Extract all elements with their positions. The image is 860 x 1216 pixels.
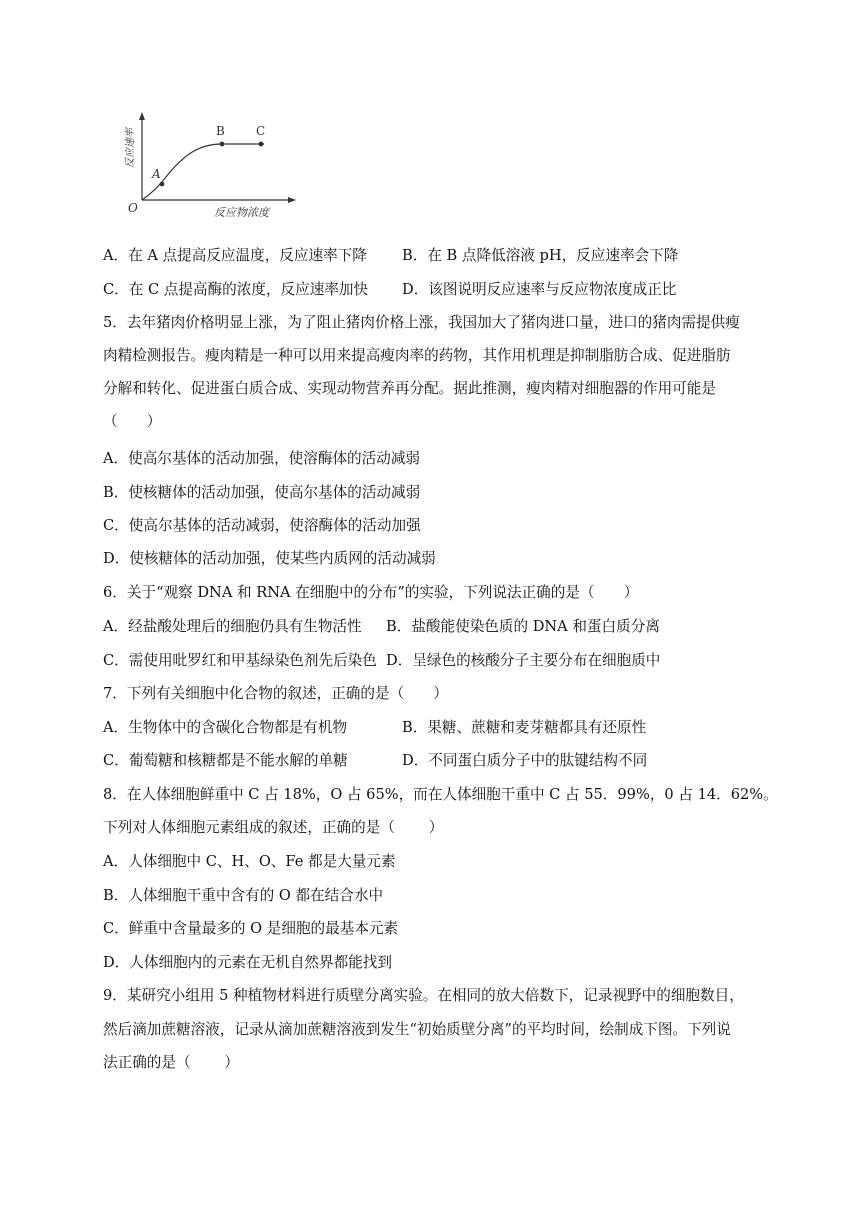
- q5-option-d: D．使核糖体的活动加强，使某些内质网的活动减弱: [103, 550, 436, 567]
- q8-stem-line2: 下列对人体细胞元素组成的叙述，正确的是（ ）: [103, 819, 444, 836]
- q5-stem-line3: 分解和转化、促进蛋白质合成、实现动物营养再分配。据此推测，瘦肉精对细胞器的作用可能是: [103, 380, 716, 397]
- q5-option-c: C．使高尔基体的活动减弱，使溶酶体的活动加强: [103, 517, 421, 534]
- q6-option-b: B．盐酸能使染色质的 DNA 和蛋白质分离: [386, 618, 660, 635]
- q5-stem-line1: 5．去年猪肉价格明显上涨，为了阻止猪肉价格上涨，我国加大了猪肉进口量，进口的猪肉需提供瘦: [103, 314, 740, 331]
- q7-option-c: C．葡萄糖和核糖都是不能水解的单糖: [103, 752, 348, 769]
- q5-option-a: A．使高尔基体的活动加强，使溶酶体的活动减弱: [103, 450, 421, 467]
- q4-option-d: D．该图说明反应速率与反应物浓度成正比: [402, 281, 677, 298]
- y-axis-label: 反应速率: [125, 128, 136, 168]
- q6-option-d: D．呈绿色的核酸分子主要分布在细胞质中: [386, 652, 661, 669]
- y-axis-arrow: [139, 112, 145, 120]
- q5-option-b: B．使核糖体的活动加强，使高尔基体的活动减弱: [103, 484, 421, 501]
- q8-option-b: B．人体细胞干重中含有的 O 都在结合水中: [103, 887, 384, 904]
- q4-option-c: C．在 C 点提高酶的浓度，反应速率加快: [103, 281, 369, 298]
- q5-stem-line4: （ ）: [103, 413, 162, 430]
- point-a-label: A: [152, 167, 161, 181]
- q8-option-a: A．人体细胞中 C、H、O、Fe 都是大量元素: [103, 853, 396, 870]
- q7-stem: 7．下列有关细胞中化合物的叙述，正确的是（ ）: [103, 685, 448, 702]
- q6-stem: 6．关于“观察 DNA 和 RNA 在细胞中的分布”的实验，下列说法正确的是（ ）: [103, 584, 639, 601]
- q4-option-a: A．在 A 点提高反应温度，反应速率下降: [103, 247, 367, 264]
- q6-option-a: A．经盐酸处理后的细胞仍具有生物活性: [103, 618, 362, 635]
- q8-stem-line1: 8．在人体细胞鲜重中 C 占 18%，O 占 65%，而在人体细胞干重中 C 占 55．99%，0 占 14．62%。: [103, 786, 778, 803]
- q8-option-c: C．鲜重中含量最多的 O 是细胞的最基本元素: [103, 920, 399, 937]
- point-b-label: B: [216, 124, 225, 138]
- point-b-marker: [220, 142, 225, 147]
- q7-option-a: A．生物体中的含碳化合物都是有机物: [103, 719, 348, 736]
- q9-stem-line1: 9．某研究小组用 5 种植物材料进行质壁分离实验。在相同的放大倍数下，记录视野中的细胞数目，: [103, 987, 744, 1004]
- q9-stem-line3: 法正确的是（ ）: [103, 1054, 239, 1071]
- q8-option-d: D．人体细胞内的元素在无机自然界都能找到: [103, 954, 392, 971]
- reaction-rate-graph: [118, 112, 298, 224]
- q5-stem-line2: 肉精检测报告。瘦肉精是一种可以用来提高瘦肉率的药物，其作用机理是抑制脂肪合成、促进脂肪: [103, 347, 731, 364]
- origin-label: O: [128, 201, 138, 215]
- point-a-marker: [160, 182, 165, 187]
- x-axis-label: 反应物浓度: [214, 206, 269, 219]
- x-axis-arrow: [288, 197, 296, 203]
- q7-option-b: B．果糖、蔗糖和麦芽糖都具有还原性: [402, 719, 647, 736]
- point-c-marker: [259, 142, 264, 147]
- q9-stem-line2: 然后滴加蔗糖溶液，记录从滴加蔗糖溶液到发生“初始质壁分离”的平均时间，绘制成下图。下列说: [103, 1021, 731, 1038]
- q7-option-d: D．不同蛋白质分子中的肽键结构不同: [402, 752, 648, 769]
- q6-option-c: C．需使用吡罗红和甲基绿染色剂先后染色: [103, 652, 377, 669]
- q4-option-b: B．在 B 点降低溶液 pH，反应速率会下降: [402, 247, 679, 264]
- point-c-label: C: [256, 124, 266, 138]
